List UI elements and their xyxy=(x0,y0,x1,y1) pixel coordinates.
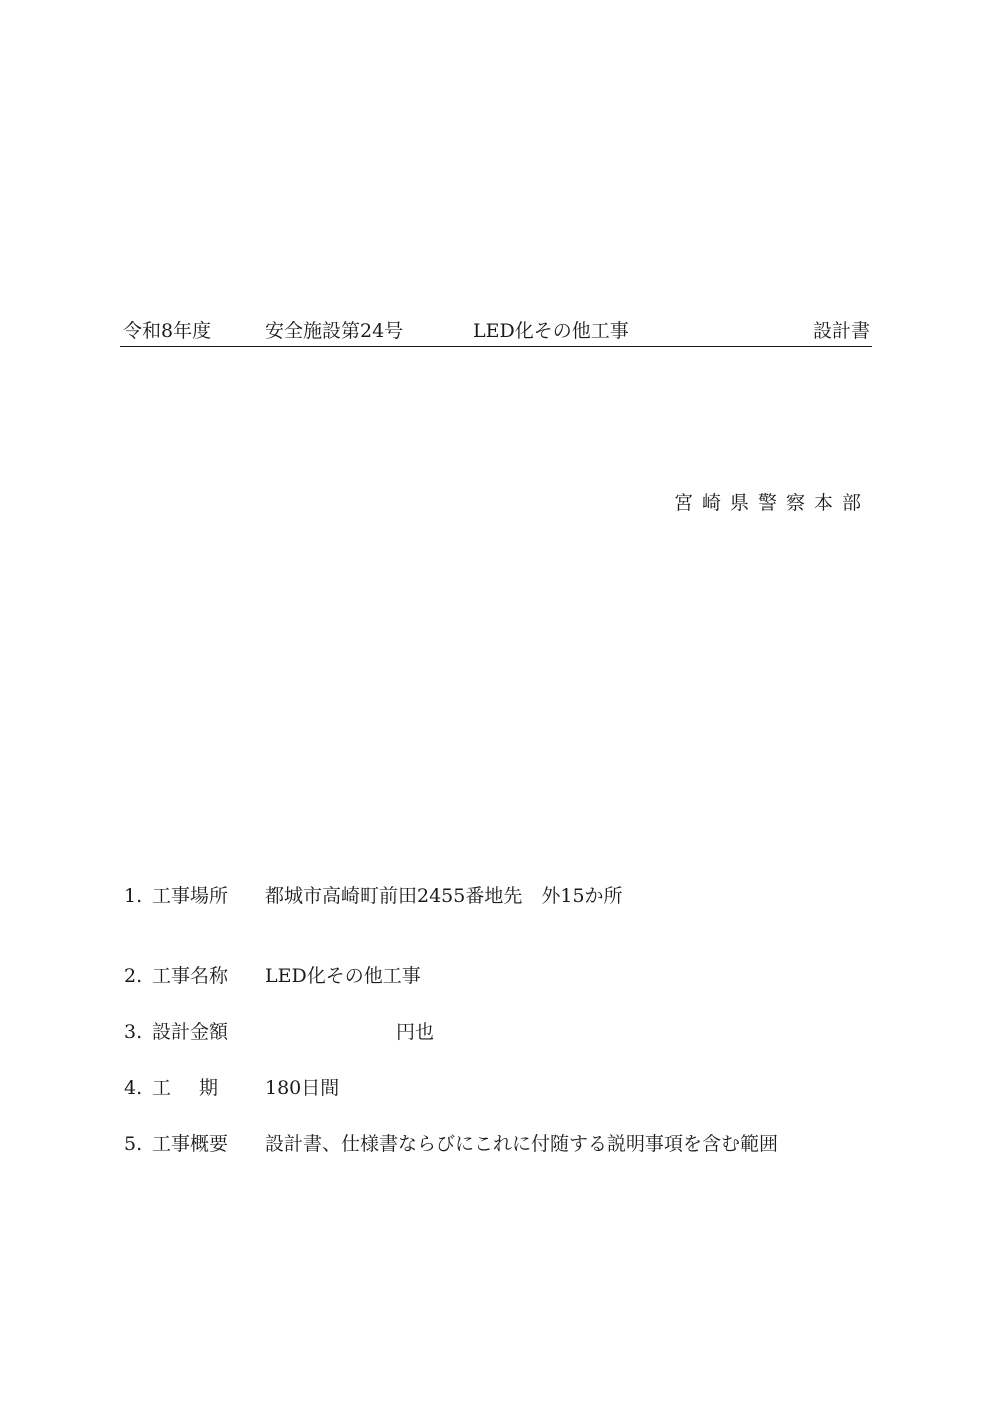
item-number: 2. xyxy=(124,965,143,987)
project-number: 安全施設第24号 xyxy=(265,320,404,342)
item-label-part-2: 期 xyxy=(199,1077,219,1099)
document-type: 設計書 xyxy=(812,320,870,342)
list-item-name xyxy=(124,964,864,988)
list-item-location xyxy=(124,884,864,908)
item-label: 工事名称 xyxy=(152,965,229,987)
item-label xyxy=(152,1076,218,1100)
document-title-line xyxy=(120,318,872,347)
item-number: 4. xyxy=(124,1077,143,1099)
item-number: 3. xyxy=(124,1021,143,1043)
issuing-organization: 宮崎県警察本部 xyxy=(673,492,870,514)
item-number: 1. xyxy=(124,885,143,907)
item-value: 都城市高崎町前田2455番地先 外15か所 xyxy=(265,885,623,907)
item-value: LED化その他工事 xyxy=(265,965,421,987)
item-value: 円也 xyxy=(396,1021,435,1043)
fiscal-year: 令和8年度 xyxy=(123,320,212,342)
project-name: LED化その他工事 xyxy=(473,320,629,342)
list-item-amount xyxy=(124,1020,864,1044)
item-number: 5. xyxy=(124,1133,143,1155)
item-label: 工事場所 xyxy=(152,885,229,907)
item-label-part-1: 工 xyxy=(152,1077,172,1099)
item-label: 設計金額 xyxy=(152,1021,229,1043)
list-item-summary xyxy=(124,1132,864,1156)
list-item-period xyxy=(124,1076,864,1100)
item-value: 設計書、仕様書ならびにこれに付随する説明事項を含む範囲 xyxy=(265,1133,779,1155)
item-value: 180日間 xyxy=(265,1077,340,1099)
item-label: 工事概要 xyxy=(152,1133,229,1155)
